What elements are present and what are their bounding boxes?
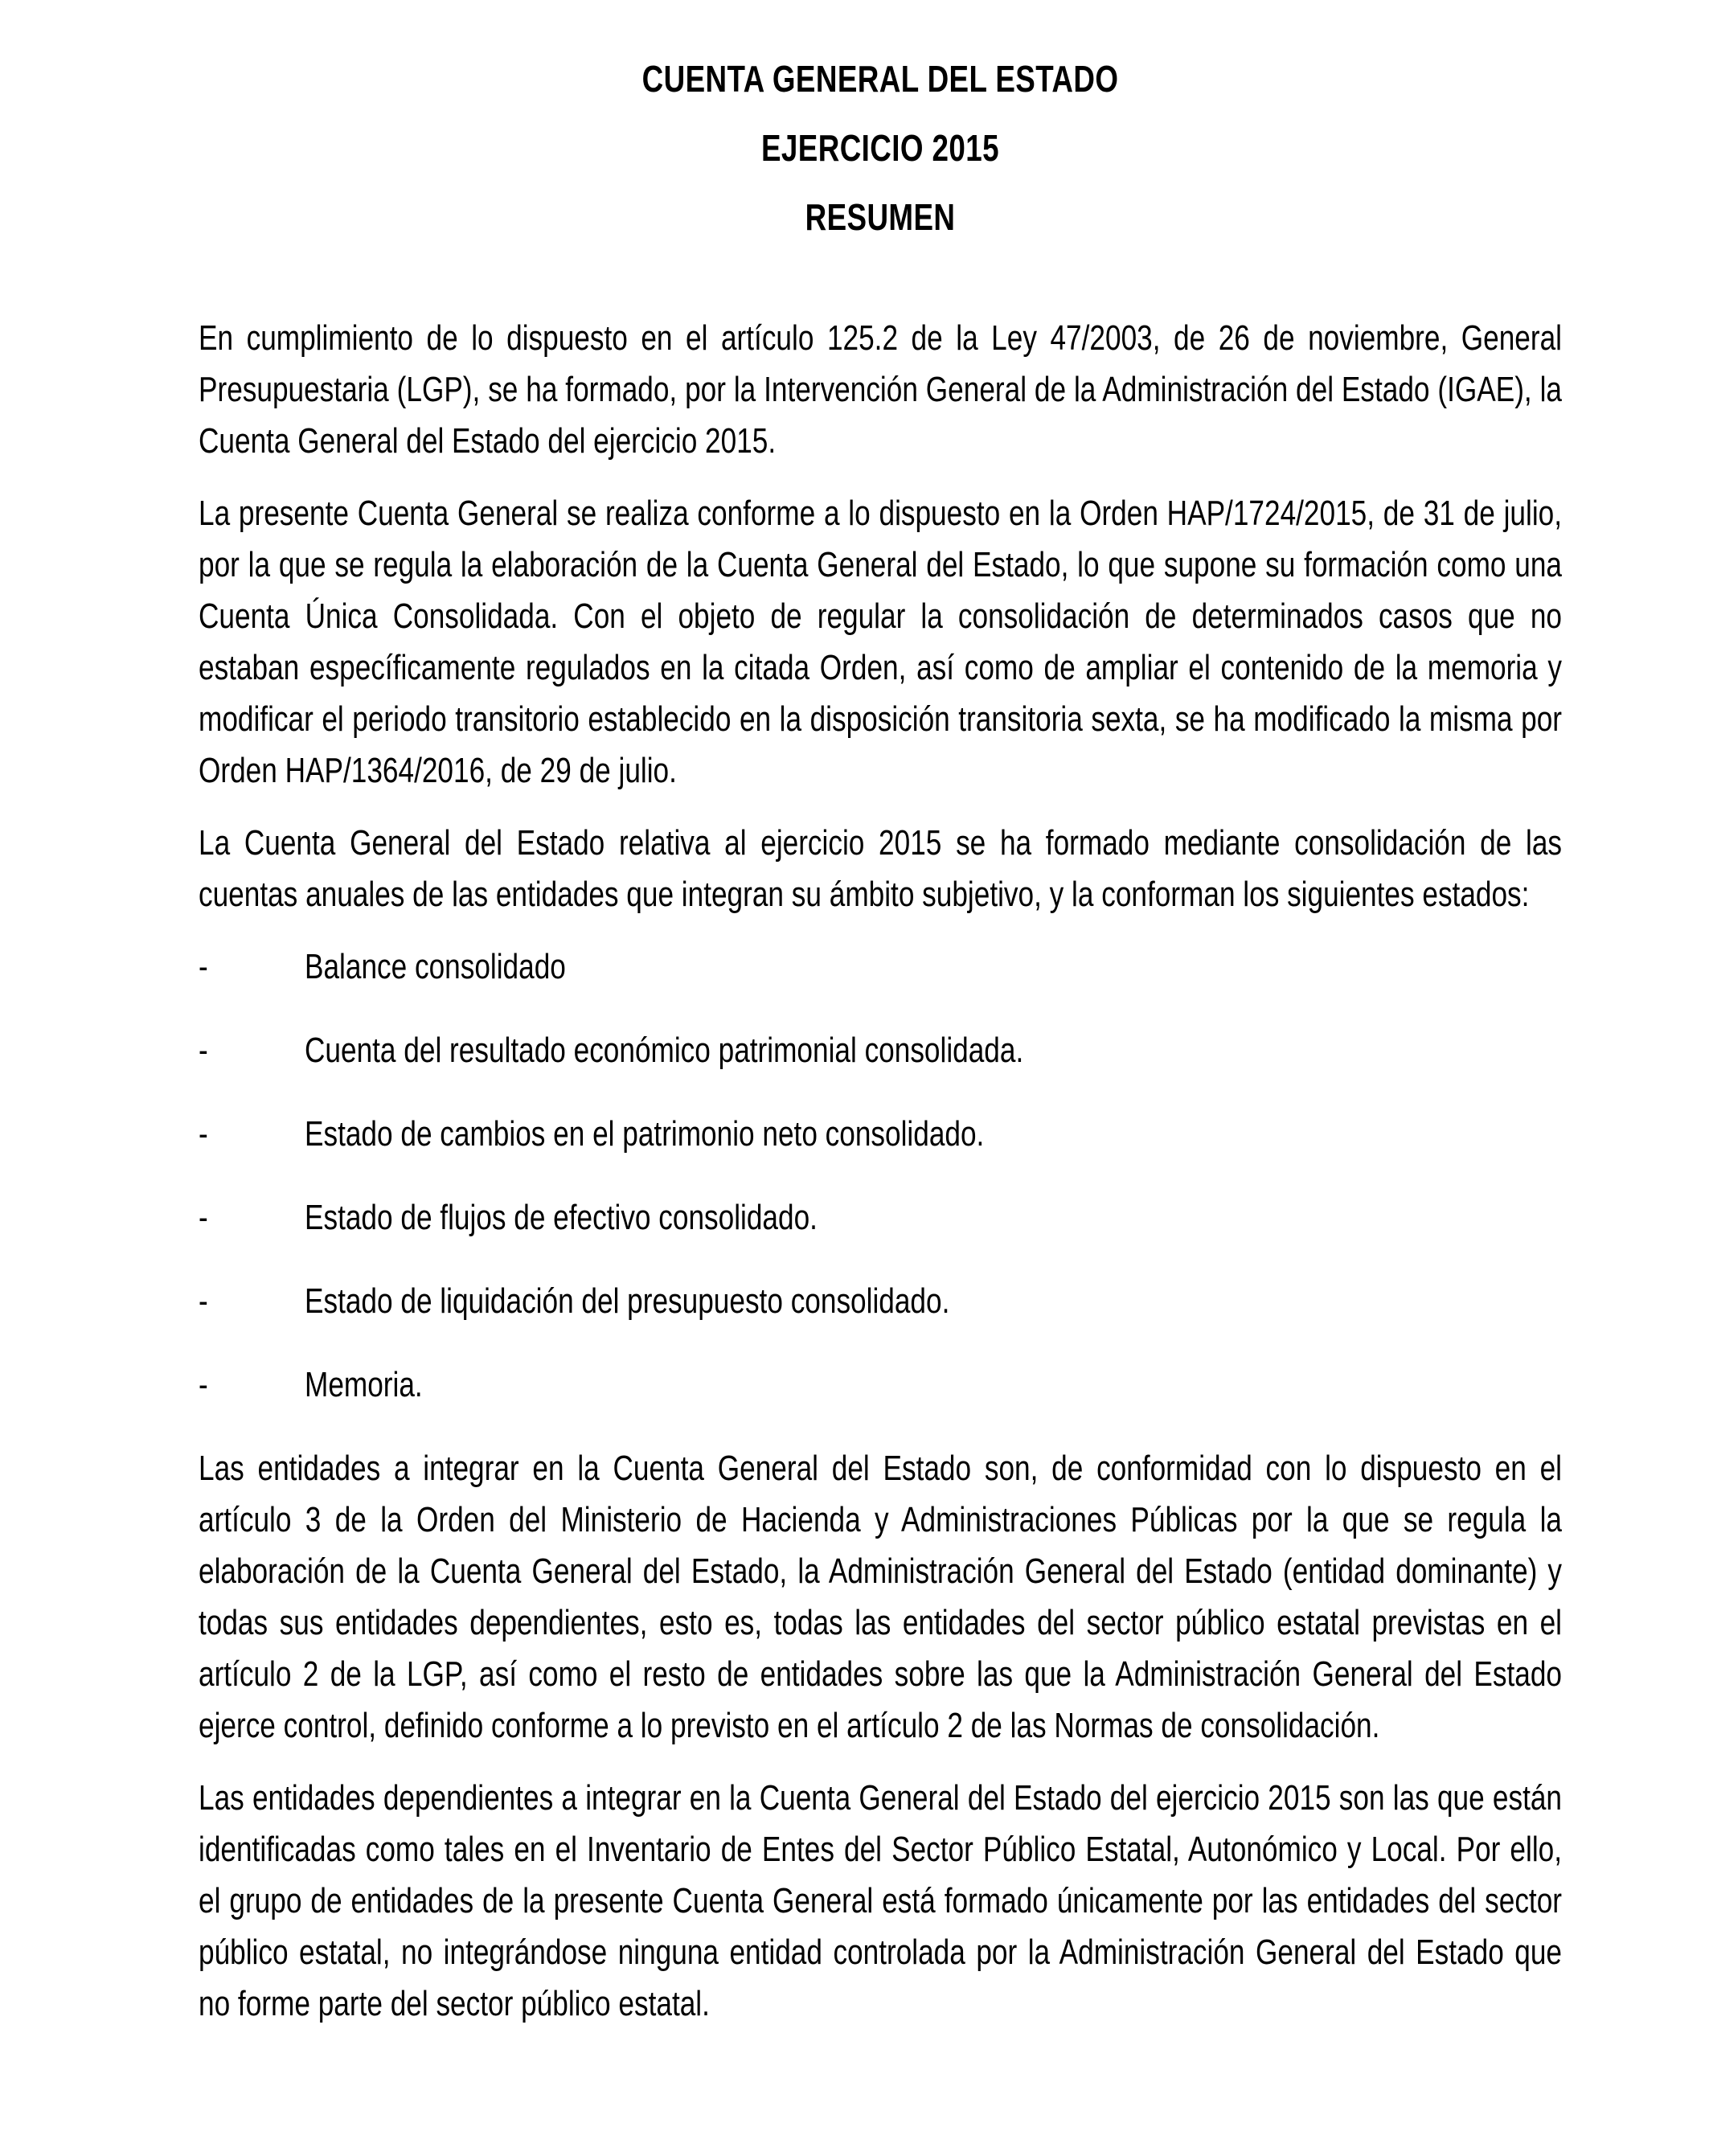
list-item: [199, 1109, 1562, 1160]
paragraph-orden-hap: La presente Cuenta General se realiza conforme a lo dispuesto en la Orden HAP/1724/2015, de 31 de julio, por la que se regula la elaboración de la Cuenta General del Estado, lo que supone su formación como una Cuenta Única Consolidada. Con el objeto de regular la consolidación de determinados casos que no estaban específicamente regulados en la citada Orden, así como de ampliar el contenido de la memoria y modificar el periodo transitorio establecido en la disposición transitoria sexta, se ha modificado la misma por Orden HAP/1364/2016, de 29 de julio.: [199, 494, 1562, 790]
list-item: [199, 1276, 1562, 1327]
dash-marker: -: [199, 1281, 208, 1321]
paragraph-entidades-dependientes: Las entidades dependientes a integrar en la Cuenta General del Estado del ejercicio 2015 son las que están identificadas como tales en el Inventario de Entes del Sector Público Estatal, Autonómico y Local. Por ello, el grupo de entidades de la presente Cuenta General está formado únicamente por las entidades del sector público estatal, no integrándose ninguna entidad controlada por la Administración General del Estado que no forme parte del sector público estatal.: [199, 1778, 1562, 2023]
heading-line-2: EJERCICIO 2015: [760, 127, 1000, 169]
paragraph-compliance: En cumplimiento de lo dispuesto en el artículo 125.2 de la Ley 47/2003, de 26 de noviembre, General Presupuestaria (LGP), se ha formado, por la Intervención General de la Administración del Estado (IGAE), la Cuenta General del Estado del ejercicio 2015.: [199, 318, 1562, 461]
dash-marker: -: [199, 1365, 208, 1404]
dash-marker: -: [199, 1114, 208, 1154]
list-item-label: Estado de cambios en el patrimonio neto consolidado.: [305, 1114, 985, 1154]
list-item-label: Estado de liquidación del presupuesto consolidado.: [305, 1281, 950, 1321]
list-item-label: Memoria.: [305, 1365, 423, 1404]
estados-list: [199, 941, 1562, 1411]
list-item-label: Estado de flujos de efectivo consolidado.: [305, 1198, 818, 1237]
document-heading: [199, 44, 1562, 252]
list-item: [199, 1192, 1562, 1244]
dash-marker: -: [199, 1031, 208, 1070]
dash-marker: -: [199, 947, 208, 986]
list-item: [199, 1359, 1562, 1411]
heading-line-3: RESUMEN: [805, 196, 956, 238]
list-item: [199, 1025, 1562, 1076]
paragraph-entidades-integrar: Las entidades a integrar en la Cuenta General del Estado son, de conformidad con lo dispuesto en el artículo 3 de la Orden del Ministerio de Hacienda y Administraciones Públicas por la que se regula la elaboración de la Cuenta General del Estado, la Administración General del Estado (entidad dominante) y todas sus entidades dependientes, esto es, todas las entidades del sector público estatal previstas en el artículo 2 de la LGP, así como el resto de entidades sobre las que la Administración General del Estado ejerce control, definido conforme a lo previsto en el artículo 2 de las Normas de consolidación.: [199, 1449, 1562, 1745]
list-item-label: Cuenta del resultado económico patrimonial consolidada.: [305, 1031, 1024, 1070]
list-item: [199, 941, 1562, 993]
heading-line-1: CUENTA GENERAL DEL ESTADO: [641, 58, 1119, 100]
paragraph-consolidacion-intro: La Cuenta General del Estado relativa al ejercicio 2015 se ha formado mediante consolidación de las cuentas anuales de las entidades que integran su ámbito subjetivo, y la conforman los siguientes estados:: [199, 823, 1562, 914]
list-item-label: Balance consolidado: [305, 947, 566, 986]
document-content: [199, 44, 1562, 2051]
dash-marker: -: [199, 1198, 208, 1237]
